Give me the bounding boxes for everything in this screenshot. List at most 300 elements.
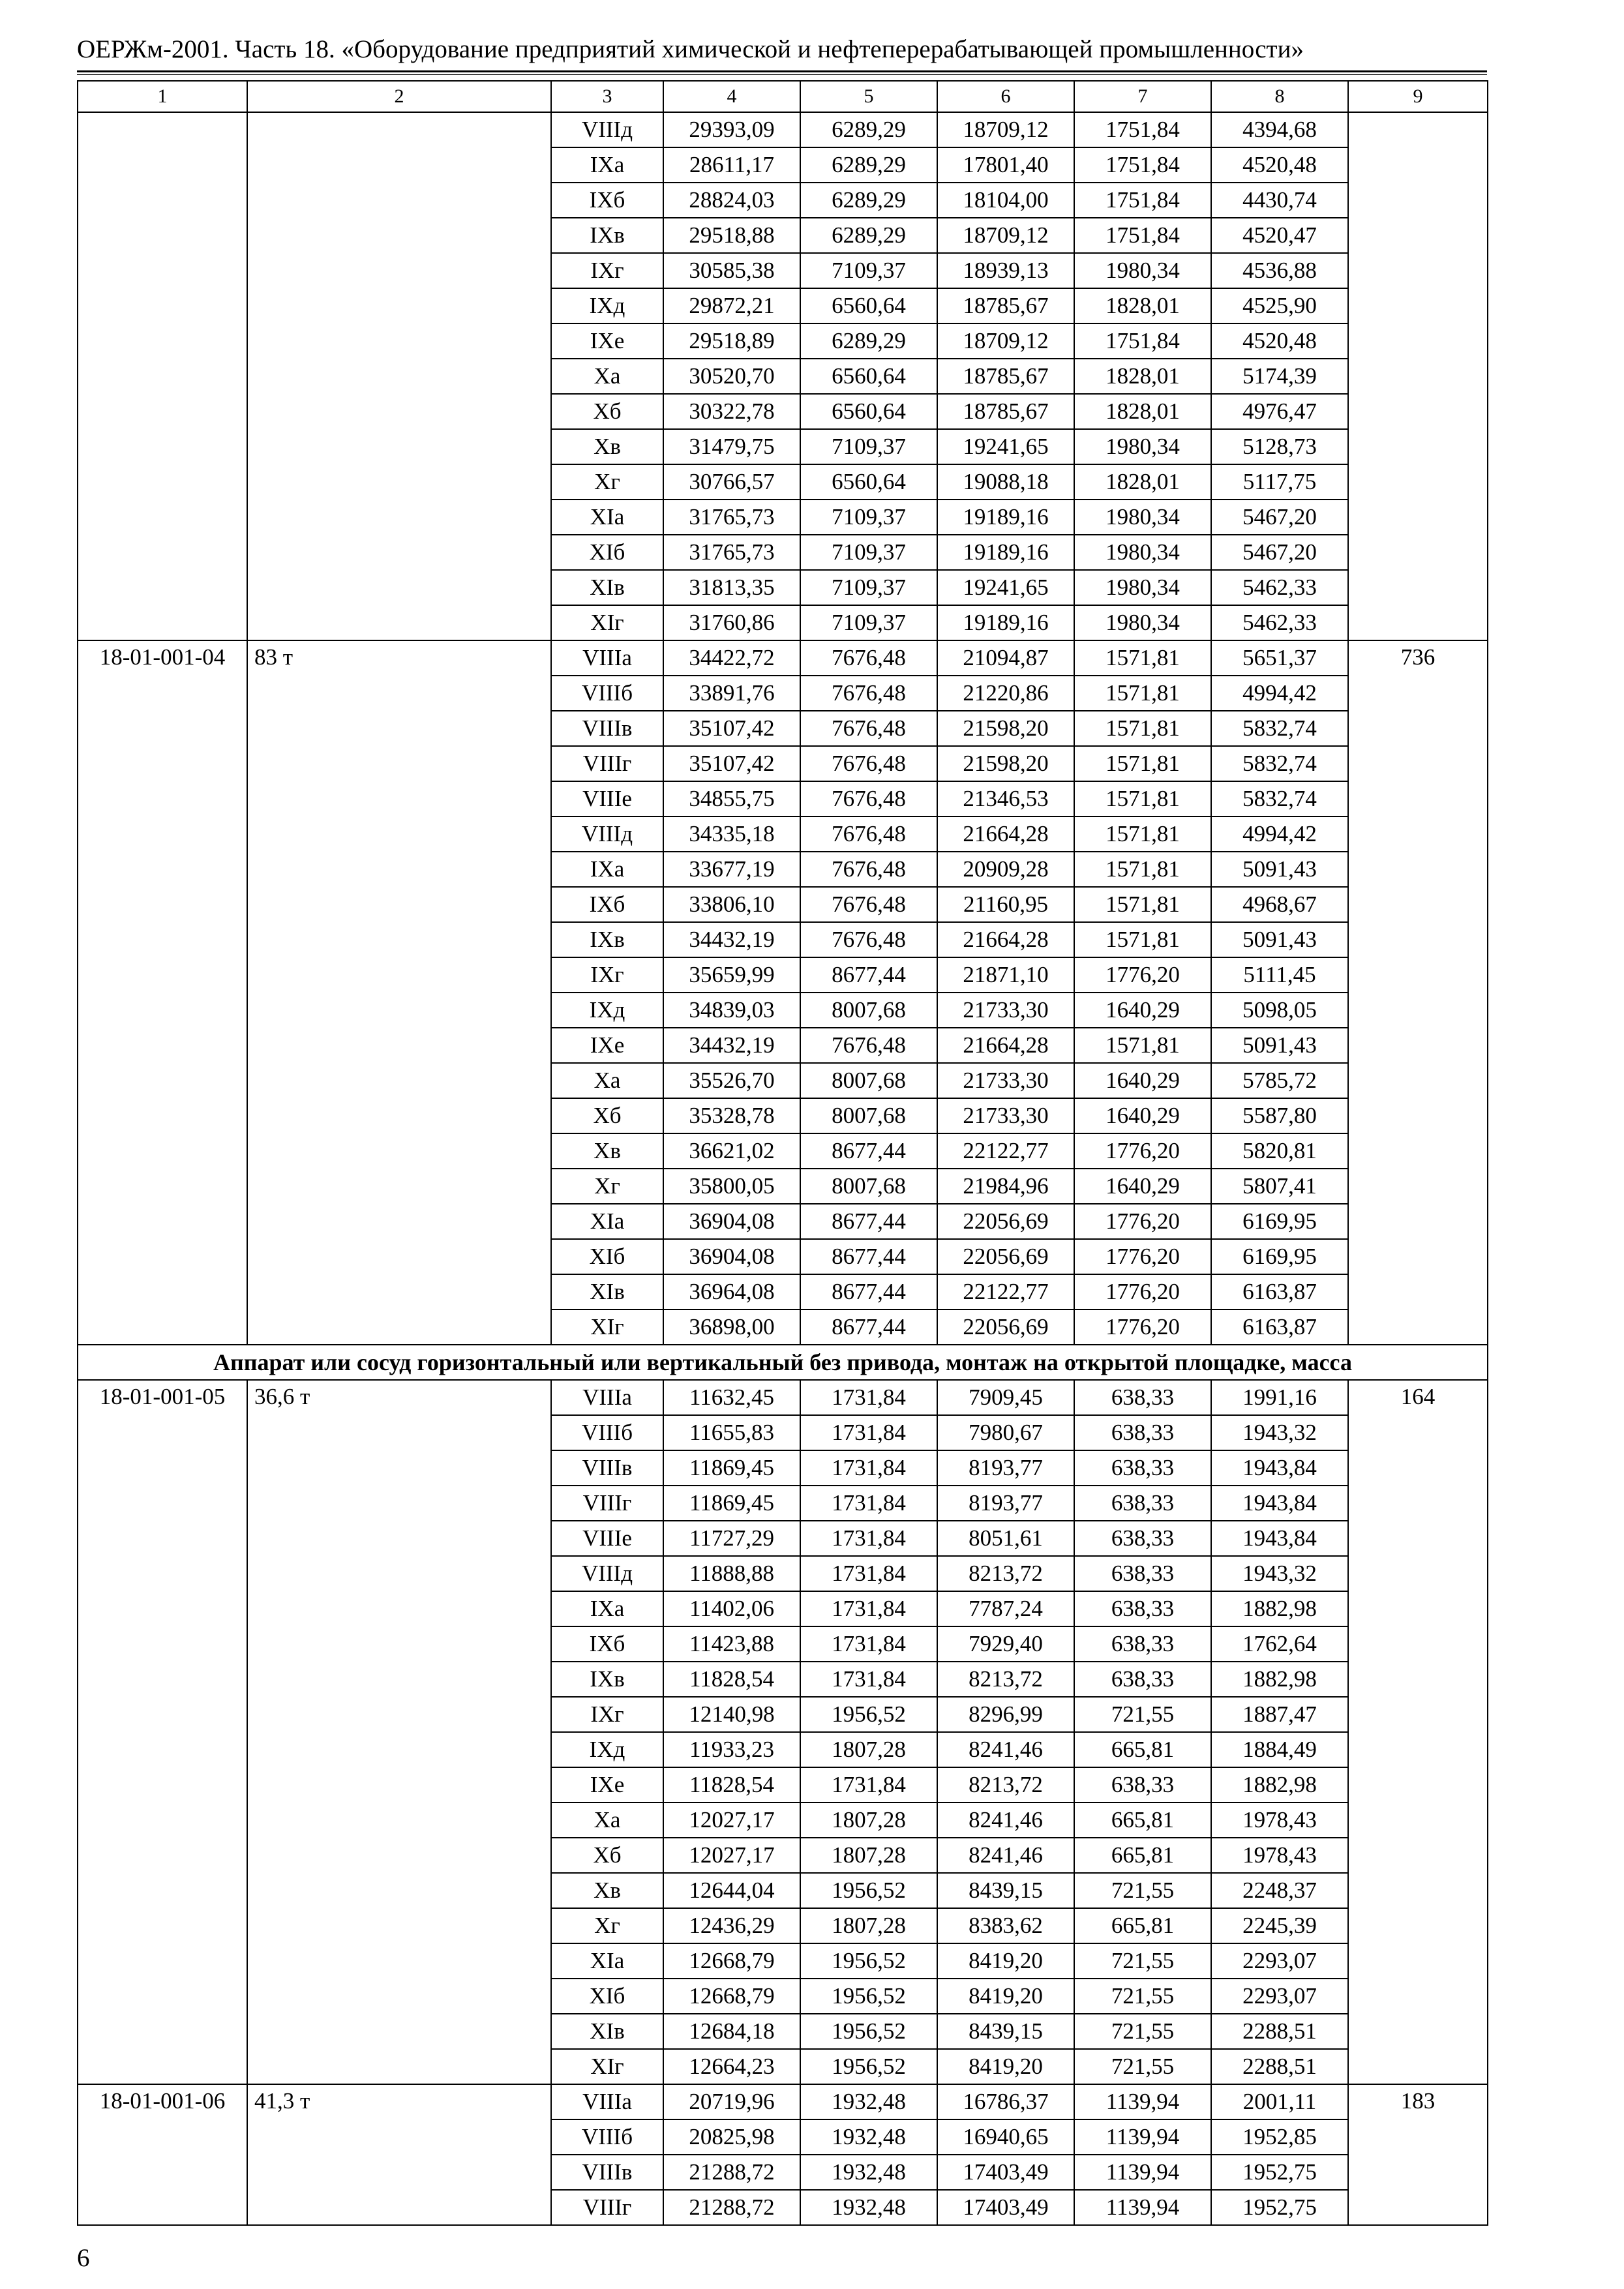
item-code-cell: 18-01-001-04 <box>78 640 247 1345</box>
materials-cell: 1943,32 <box>1211 1556 1348 1591</box>
region-cell: IXв <box>551 1662 663 1697</box>
materials-cell: 5807,41 <box>1211 1169 1348 1204</box>
machinist-wages-cell: 1751,84 <box>1074 112 1211 147</box>
machinist-wages-cell: 721,55 <box>1074 1873 1211 1908</box>
total-cost-cell: 11727,29 <box>663 1521 800 1556</box>
labor-cost-cell <box>1348 112 1488 640</box>
machines-cell: 8419,20 <box>937 2049 1074 2084</box>
region-cell: VIIIв <box>551 2155 663 2190</box>
machinist-wages-cell: 1571,81 <box>1074 1028 1211 1063</box>
materials-cell: 6163,87 <box>1211 1274 1348 1309</box>
wages-cell: 6289,29 <box>800 218 937 253</box>
wages-cell: 6289,29 <box>800 112 937 147</box>
region-cell: XIв <box>551 1274 663 1309</box>
machinist-wages-cell: 1980,34 <box>1074 535 1211 570</box>
region-cell: IXд <box>551 993 663 1028</box>
wages-cell: 8007,68 <box>800 993 937 1028</box>
materials-cell: 4520,48 <box>1211 147 1348 183</box>
region-cell: IXв <box>551 922 663 957</box>
materials-cell: 5785,72 <box>1211 1063 1348 1098</box>
machinist-wages-cell: 1571,81 <box>1074 887 1211 922</box>
wages-cell: 1932,48 <box>800 2084 937 2119</box>
wages-cell: 1731,84 <box>800 1591 937 1626</box>
materials-cell: 1943,32 <box>1211 1415 1348 1450</box>
total-cost-cell: 30766,57 <box>663 464 800 500</box>
region-cell: XIг <box>551 1309 663 1345</box>
materials-cell: 4520,47 <box>1211 218 1348 253</box>
materials-cell: 5098,05 <box>1211 993 1348 1028</box>
machines-cell: 8213,72 <box>937 1662 1074 1697</box>
materials-cell: 4525,90 <box>1211 288 1348 323</box>
machines-cell: 18709,12 <box>937 112 1074 147</box>
machines-cell: 18709,12 <box>937 218 1074 253</box>
wages-cell: 8677,44 <box>800 1309 937 1345</box>
machines-cell: 22056,69 <box>937 1239 1074 1274</box>
region-cell: Xб <box>551 1838 663 1873</box>
machinist-wages-cell: 1776,20 <box>1074 1133 1211 1169</box>
materials-cell: 5174,39 <box>1211 359 1348 394</box>
total-cost-cell: 35800,05 <box>663 1169 800 1204</box>
machines-cell: 22122,77 <box>937 1133 1074 1169</box>
machines-cell: 8213,72 <box>937 1767 1074 1803</box>
machines-cell: 17403,49 <box>937 2190 1074 2225</box>
materials-cell: 1943,84 <box>1211 1521 1348 1556</box>
machinist-wages-cell: 638,33 <box>1074 1591 1211 1626</box>
materials-cell: 5832,74 <box>1211 711 1348 746</box>
region-cell: IXе <box>551 1767 663 1803</box>
materials-cell: 6169,95 <box>1211 1239 1348 1274</box>
wages-cell: 6289,29 <box>800 183 937 218</box>
wages-cell: 8677,44 <box>800 1133 937 1169</box>
materials-cell: 1991,16 <box>1211 1380 1348 1415</box>
machinist-wages-cell: 1751,84 <box>1074 147 1211 183</box>
machinist-wages-cell: 1776,20 <box>1074 1239 1211 1274</box>
wages-cell: 7109,37 <box>800 429 937 464</box>
materials-cell: 5820,81 <box>1211 1133 1348 1169</box>
materials-cell: 1882,98 <box>1211 1662 1348 1697</box>
materials-cell: 6169,95 <box>1211 1204 1348 1239</box>
materials-cell: 1952,75 <box>1211 2190 1348 2225</box>
wages-cell: 7676,48 <box>800 1028 937 1063</box>
region-cell: IXг <box>551 1697 663 1732</box>
total-cost-cell: 36904,08 <box>663 1239 800 1274</box>
total-cost-cell: 21288,72 <box>663 2190 800 2225</box>
region-cell: Xв <box>551 1873 663 1908</box>
region-cell: XIг <box>551 605 663 640</box>
region-cell: IXв <box>551 218 663 253</box>
machines-cell: 20909,28 <box>937 852 1074 887</box>
machines-cell: 19088,18 <box>937 464 1074 500</box>
wages-cell: 1731,84 <box>800 1556 937 1591</box>
total-cost-cell: 11655,83 <box>663 1415 800 1450</box>
wages-cell: 7676,48 <box>800 746 937 781</box>
wages-cell: 8677,44 <box>800 1204 937 1239</box>
item-mass-cell <box>247 112 551 640</box>
total-cost-cell: 20719,96 <box>663 2084 800 2119</box>
materials-cell: 5832,74 <box>1211 781 1348 816</box>
region-cell: Xа <box>551 1803 663 1838</box>
region-cell: XIа <box>551 1204 663 1239</box>
machines-cell: 8213,72 <box>937 1556 1074 1591</box>
region-cell: Xа <box>551 359 663 394</box>
total-cost-cell: 12644,04 <box>663 1873 800 1908</box>
region-cell: VIIIб <box>551 2119 663 2155</box>
total-cost-cell: 28611,17 <box>663 147 800 183</box>
total-cost-cell: 12664,23 <box>663 2049 800 2084</box>
table-row <box>78 640 1488 676</box>
total-cost-cell: 36621,02 <box>663 1133 800 1169</box>
machines-cell: 8383,62 <box>937 1908 1074 1943</box>
region-cell: XIв <box>551 2014 663 2049</box>
region-cell: IXа <box>551 147 663 183</box>
machinist-wages-cell: 721,55 <box>1074 2014 1211 2049</box>
total-cost-cell: 35659,99 <box>663 957 800 993</box>
machinist-wages-cell: 1828,01 <box>1074 288 1211 323</box>
machinist-wages-cell: 1751,84 <box>1074 183 1211 218</box>
column-number: 3 <box>551 81 663 112</box>
machinist-wages-cell: 721,55 <box>1074 1979 1211 2014</box>
machines-cell: 7909,45 <box>937 1380 1074 1415</box>
machines-cell: 8439,15 <box>937 2014 1074 2049</box>
wages-cell: 7109,37 <box>800 253 937 288</box>
total-cost-cell: 34335,18 <box>663 816 800 852</box>
total-cost-cell: 36964,08 <box>663 1274 800 1309</box>
total-cost-cell: 12684,18 <box>663 2014 800 2049</box>
total-cost-cell: 11869,45 <box>663 1486 800 1521</box>
region-cell: VIIIа <box>551 1380 663 1415</box>
section-heading: Аппарат или сосуд горизонтальный или вертикальный без привода, монтаж на открытой площадке, масса <box>78 1345 1488 1380</box>
machines-cell: 18785,67 <box>937 288 1074 323</box>
machinist-wages-cell: 1828,01 <box>1074 359 1211 394</box>
machines-cell: 8296,99 <box>937 1697 1074 1732</box>
machines-cell: 17801,40 <box>937 147 1074 183</box>
machinist-wages-cell: 1980,34 <box>1074 500 1211 535</box>
table-row <box>78 2084 1488 2119</box>
wages-cell: 1956,52 <box>800 1697 937 1732</box>
region-cell: Xг <box>551 1169 663 1204</box>
wages-cell: 7109,37 <box>800 535 937 570</box>
region-cell: XIб <box>551 1979 663 2014</box>
total-cost-cell: 33677,19 <box>663 852 800 887</box>
materials-cell: 5128,73 <box>1211 429 1348 464</box>
item-code-cell: 18-01-001-05 <box>78 1380 247 2084</box>
materials-cell: 2293,07 <box>1211 1943 1348 1979</box>
machines-cell: 19189,16 <box>937 500 1074 535</box>
machines-cell: 8241,46 <box>937 1803 1074 1838</box>
machines-cell: 19241,65 <box>937 570 1074 605</box>
wages-cell: 1731,84 <box>800 1662 937 1697</box>
total-cost-cell: 36898,00 <box>663 1309 800 1345</box>
column-number: 7 <box>1074 81 1211 112</box>
machinist-wages-cell: 1571,81 <box>1074 746 1211 781</box>
wages-cell: 1956,52 <box>800 1979 937 2014</box>
materials-cell: 2245,39 <box>1211 1908 1348 1943</box>
machines-cell: 21598,20 <box>937 746 1074 781</box>
machines-cell: 21733,30 <box>937 1098 1074 1133</box>
region-cell: XIа <box>551 1943 663 1979</box>
materials-cell: 5462,33 <box>1211 570 1348 605</box>
machines-cell: 21598,20 <box>937 711 1074 746</box>
materials-cell: 1952,85 <box>1211 2119 1348 2155</box>
materials-cell: 2293,07 <box>1211 1979 1348 2014</box>
item-mass-cell: 83 т <box>247 640 551 1345</box>
wages-cell: 7109,37 <box>800 605 937 640</box>
total-cost-cell: 31760,86 <box>663 605 800 640</box>
machinist-wages-cell: 665,81 <box>1074 1732 1211 1767</box>
machinist-wages-cell: 638,33 <box>1074 1380 1211 1415</box>
materials-cell: 2001,11 <box>1211 2084 1348 2119</box>
wages-cell: 1956,52 <box>800 2014 937 2049</box>
wages-cell: 6560,64 <box>800 464 937 500</box>
machines-cell: 18785,67 <box>937 394 1074 429</box>
item-mass-cell: 36,6 т <box>247 1380 551 2084</box>
machines-cell: 21346,53 <box>937 781 1074 816</box>
total-cost-cell: 11402,06 <box>663 1591 800 1626</box>
total-cost-cell: 29518,89 <box>663 323 800 359</box>
wages-cell: 1731,84 <box>800 1521 937 1556</box>
region-cell: XIг <box>551 2049 663 2084</box>
region-cell: VIIIе <box>551 781 663 816</box>
materials-cell: 5467,20 <box>1211 535 1348 570</box>
column-number: 8 <box>1211 81 1348 112</box>
rates-table <box>77 80 1488 2226</box>
region-cell: VIIIг <box>551 2190 663 2225</box>
total-cost-cell: 31765,73 <box>663 535 800 570</box>
materials-cell: 5091,43 <box>1211 1028 1348 1063</box>
materials-cell: 5587,80 <box>1211 1098 1348 1133</box>
total-cost-cell: 11828,54 <box>663 1767 800 1803</box>
machinist-wages-cell: 638,33 <box>1074 1556 1211 1591</box>
wages-cell: 6560,64 <box>800 394 937 429</box>
materials-cell: 1884,49 <box>1211 1732 1348 1767</box>
wages-cell: 6289,29 <box>800 147 937 183</box>
machines-cell: 8419,20 <box>937 1979 1074 2014</box>
materials-cell: 5111,45 <box>1211 957 1348 993</box>
wages-cell: 7676,48 <box>800 852 937 887</box>
region-cell: Xв <box>551 1133 663 1169</box>
machines-cell: 8051,61 <box>937 1521 1074 1556</box>
region-cell: VIIIб <box>551 1415 663 1450</box>
region-cell: VIIIг <box>551 746 663 781</box>
machinist-wages-cell: 1640,29 <box>1074 1098 1211 1133</box>
materials-cell: 4430,74 <box>1211 183 1348 218</box>
column-number-row <box>78 81 1488 112</box>
machines-cell: 21664,28 <box>937 922 1074 957</box>
materials-cell: 5467,20 <box>1211 500 1348 535</box>
region-cell: IXб <box>551 1626 663 1662</box>
total-cost-cell: 21288,72 <box>663 2155 800 2190</box>
materials-cell: 4394,68 <box>1211 112 1348 147</box>
machines-cell: 7980,67 <box>937 1415 1074 1450</box>
column-number: 1 <box>78 81 247 112</box>
column-number: 9 <box>1348 81 1488 112</box>
column-number: 4 <box>663 81 800 112</box>
machinist-wages-cell: 1776,20 <box>1074 1274 1211 1309</box>
total-cost-cell: 31813,35 <box>663 570 800 605</box>
machinist-wages-cell: 1139,94 <box>1074 2119 1211 2155</box>
materials-cell: 2288,51 <box>1211 2049 1348 2084</box>
total-cost-cell: 35107,42 <box>663 746 800 781</box>
machinist-wages-cell: 638,33 <box>1074 1450 1211 1486</box>
total-cost-cell: 12027,17 <box>663 1803 800 1838</box>
total-cost-cell: 34839,03 <box>663 993 800 1028</box>
machines-cell: 16940,65 <box>937 2119 1074 2155</box>
machinist-wages-cell: 1980,34 <box>1074 605 1211 640</box>
machines-cell: 18104,00 <box>937 183 1074 218</box>
wages-cell: 1956,52 <box>800 2049 937 2084</box>
total-cost-cell: 34432,19 <box>663 922 800 957</box>
wages-cell: 7676,48 <box>800 781 937 816</box>
machinist-wages-cell: 665,81 <box>1074 1908 1211 1943</box>
item-mass-cell: 41,3 т <box>247 2084 551 2225</box>
region-cell: VIIIд <box>551 816 663 852</box>
machines-cell: 8241,46 <box>937 1732 1074 1767</box>
wages-cell: 7676,48 <box>800 640 937 676</box>
wages-cell: 8007,68 <box>800 1169 937 1204</box>
section-heading-row <box>78 1345 1488 1380</box>
machines-cell: 8193,77 <box>937 1486 1074 1521</box>
materials-cell: 5832,74 <box>1211 746 1348 781</box>
machines-cell: 21664,28 <box>937 1028 1074 1063</box>
total-cost-cell: 29872,21 <box>663 288 800 323</box>
region-cell: IXб <box>551 887 663 922</box>
wages-cell: 1956,52 <box>800 1873 937 1908</box>
machines-cell: 21160,95 <box>937 887 1074 922</box>
machinist-wages-cell: 1980,34 <box>1074 253 1211 288</box>
machinist-wages-cell: 638,33 <box>1074 1626 1211 1662</box>
total-cost-cell: 31479,75 <box>663 429 800 464</box>
table-row <box>78 1380 1488 1415</box>
machinist-wages-cell: 1640,29 <box>1074 993 1211 1028</box>
total-cost-cell: 34422,72 <box>663 640 800 676</box>
total-cost-cell: 30322,78 <box>663 394 800 429</box>
wages-cell: 8677,44 <box>800 1274 937 1309</box>
wages-cell: 1731,84 <box>800 1767 937 1803</box>
machinist-wages-cell: 721,55 <box>1074 2049 1211 2084</box>
machines-cell: 22056,69 <box>937 1309 1074 1345</box>
machines-cell: 16786,37 <box>937 2084 1074 2119</box>
machinist-wages-cell: 638,33 <box>1074 1662 1211 1697</box>
materials-cell: 2288,51 <box>1211 2014 1348 2049</box>
machinist-wages-cell: 1751,84 <box>1074 323 1211 359</box>
column-number: 6 <box>937 81 1074 112</box>
total-cost-cell: 12027,17 <box>663 1838 800 1873</box>
total-cost-cell: 34432,19 <box>663 1028 800 1063</box>
region-cell: VIIIг <box>551 1486 663 1521</box>
wages-cell: 6560,64 <box>800 359 937 394</box>
machinist-wages-cell: 1751,84 <box>1074 218 1211 253</box>
total-cost-cell: 11423,88 <box>663 1626 800 1662</box>
wages-cell: 7676,48 <box>800 816 937 852</box>
total-cost-cell: 29518,88 <box>663 218 800 253</box>
wages-cell: 7109,37 <box>800 500 937 535</box>
wages-cell: 1956,52 <box>800 1943 937 1979</box>
machinist-wages-cell: 1571,81 <box>1074 676 1211 711</box>
region-cell: XIв <box>551 570 663 605</box>
labor-cost-cell: 736 <box>1348 640 1488 1345</box>
machines-cell: 8193,77 <box>937 1450 1074 1486</box>
wages-cell: 1731,84 <box>800 1380 937 1415</box>
machinist-wages-cell: 721,55 <box>1074 1697 1211 1732</box>
wages-cell: 8677,44 <box>800 957 937 993</box>
machinist-wages-cell: 638,33 <box>1074 1415 1211 1450</box>
machines-cell: 19189,16 <box>937 535 1074 570</box>
region-cell: IXе <box>551 323 663 359</box>
materials-cell: 4968,67 <box>1211 887 1348 922</box>
materials-cell: 1762,64 <box>1211 1626 1348 1662</box>
region-cell: IXд <box>551 1732 663 1767</box>
total-cost-cell: 31765,73 <box>663 500 800 535</box>
region-cell: IXб <box>551 183 663 218</box>
region-cell: IXа <box>551 1591 663 1626</box>
region-cell: IXг <box>551 957 663 993</box>
wages-cell: 1731,84 <box>800 1450 937 1486</box>
materials-cell: 1882,98 <box>1211 1767 1348 1803</box>
total-cost-cell: 20825,98 <box>663 2119 800 2155</box>
total-cost-cell: 33891,76 <box>663 676 800 711</box>
total-cost-cell: 12436,29 <box>663 1908 800 1943</box>
machines-cell: 17403,49 <box>937 2155 1074 2190</box>
region-cell: IXг <box>551 253 663 288</box>
total-cost-cell: 30585,38 <box>663 253 800 288</box>
machines-cell: 8419,20 <box>937 1943 1074 1979</box>
machines-cell: 21871,10 <box>937 957 1074 993</box>
wages-cell: 1807,28 <box>800 1803 937 1838</box>
materials-cell: 4536,88 <box>1211 253 1348 288</box>
wages-cell: 1807,28 <box>800 1732 937 1767</box>
column-number: 2 <box>247 81 551 112</box>
wages-cell: 6289,29 <box>800 323 937 359</box>
total-cost-cell: 11933,23 <box>663 1732 800 1767</box>
wages-cell: 1731,84 <box>800 1415 937 1450</box>
total-cost-cell: 35107,42 <box>663 711 800 746</box>
wages-cell: 7676,48 <box>800 887 937 922</box>
machines-cell: 21984,96 <box>937 1169 1074 1204</box>
total-cost-cell: 11869,45 <box>663 1450 800 1486</box>
machinist-wages-cell: 1980,34 <box>1074 570 1211 605</box>
machinist-wages-cell: 1571,81 <box>1074 922 1211 957</box>
page-number: 6 <box>77 2244 90 2272</box>
region-cell: VIIIд <box>551 112 663 147</box>
wages-cell: 6560,64 <box>800 288 937 323</box>
materials-cell: 5462,33 <box>1211 605 1348 640</box>
machinist-wages-cell: 1571,81 <box>1074 852 1211 887</box>
region-cell: VIIIв <box>551 711 663 746</box>
table-body <box>78 81 1488 2225</box>
region-cell: Xв <box>551 429 663 464</box>
total-cost-cell: 30520,70 <box>663 359 800 394</box>
table-row <box>78 112 1488 147</box>
materials-cell: 5117,75 <box>1211 464 1348 500</box>
materials-cell: 5091,43 <box>1211 922 1348 957</box>
machinist-wages-cell: 1571,81 <box>1074 781 1211 816</box>
wages-cell: 7676,48 <box>800 922 937 957</box>
machines-cell: 19189,16 <box>937 605 1074 640</box>
machines-cell: 22056,69 <box>937 1204 1074 1239</box>
region-cell: VIIIа <box>551 640 663 676</box>
materials-cell: 6163,87 <box>1211 1309 1348 1345</box>
machines-cell: 8241,46 <box>937 1838 1074 1873</box>
machinist-wages-cell: 1571,81 <box>1074 711 1211 746</box>
region-cell: VIIIе <box>551 1521 663 1556</box>
machinist-wages-cell: 1139,94 <box>1074 2084 1211 2119</box>
machines-cell: 7787,24 <box>937 1591 1074 1626</box>
wages-cell: 7676,48 <box>800 711 937 746</box>
total-cost-cell: 28824,03 <box>663 183 800 218</box>
machinist-wages-cell: 1980,34 <box>1074 429 1211 464</box>
machines-cell: 18939,13 <box>937 253 1074 288</box>
machinist-wages-cell: 1571,81 <box>1074 816 1211 852</box>
